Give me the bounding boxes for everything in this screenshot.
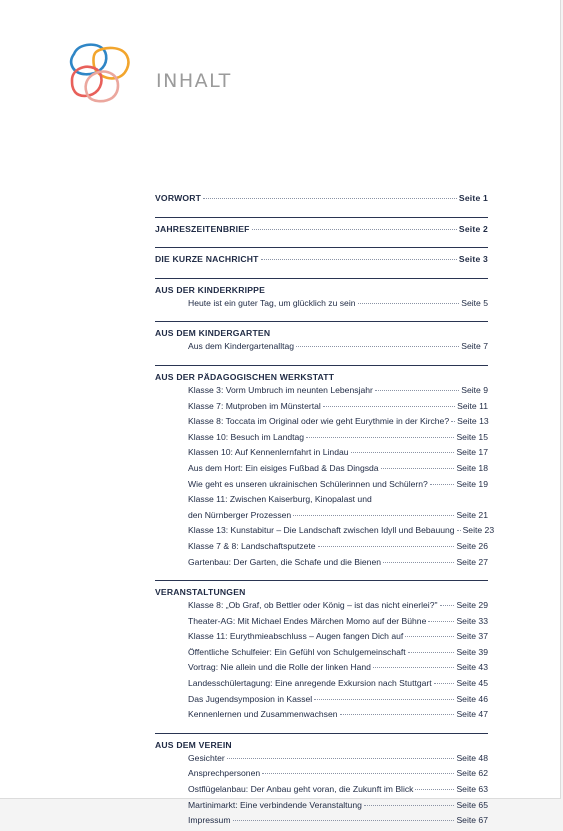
toc-entry[interactable]: Martinimarkt: Eine verbindende Veranstaltung Seite 65: [188, 799, 488, 810]
section-heading-veranstaltungen: VERANSTALTUNGEN: [155, 580, 488, 600]
toc-entry[interactable]: Klasse 13: Kunstabitur – Die Landschaft zwischen Idyll und Bebauung Seite 23: [188, 525, 495, 536]
table-of-contents: [155, 193, 495, 831]
toc-entry[interactable]: Aus dem Hort: Ein eisiges Fußbad & Das Dingsda Seite 18: [188, 462, 488, 473]
toc-entry[interactable]: Heute ist ein guter Tag, um glücklich zu sein Seite 5: [188, 297, 488, 308]
toc-entry[interactable]: Kennenlernen und Zusammenwachsen Seite 47: [188, 709, 488, 720]
toc-entry[interactable]: Klasse 8: „Ob Graf, ob Bettler oder König – ist das nicht einerlei?" Seite 29: [188, 600, 488, 611]
toc-entry[interactable]: Klasse 10: Besuch im Landtag Seite 15: [188, 431, 488, 442]
page-title: INHALT: [156, 70, 232, 92]
toc-entry-vorwort[interactable]: VORWORT Seite 1: [155, 193, 488, 203]
section-heading-verein: AUS DEM VEREIN: [155, 733, 488, 753]
toc-entry[interactable]: Das Jugendsymposion in Kassel Seite 46: [188, 693, 488, 704]
toc-entry[interactable]: Vortrag: Nie allein und die Rolle der linken Hand Seite 43: [188, 662, 488, 673]
toc-entry[interactable]: Landesschülertagung: Eine anregende Exkursion nach Stuttgart Seite 45: [188, 678, 488, 689]
section-heading-werkstatt: AUS DER PÄDAGOGISCHEN WERKSTATT: [155, 365, 488, 385]
toc-entry[interactable]: Öffentliche Schulfeier: Ein Gefühl von Schulgemeinschaft Seite 39: [188, 646, 488, 657]
toc-entry-kurze-nachricht[interactable]: DIE KURZE NACHRICHT Seite 3: [155, 247, 488, 270]
toc-entry[interactable]: Theater-AG: Mit Michael Endes Märchen Momo auf der Bühne Seite 33: [188, 615, 488, 626]
toc-entry[interactable]: Klasse 8: Toccata im Original oder wie geht Eurythmie in der Kirche? Seite 13: [188, 416, 489, 427]
toc-entry[interactable]: Klasse 3: Vorm Umbruch im neunten Lebensjahr Seite 9: [188, 384, 488, 395]
toc-entry[interactable]: Wie geht es unseren ukrainischen Schülerinnen und Schülern? Seite 19: [188, 478, 488, 489]
toc-entry[interactable]: Aus dem Kindergartenalltag Seite 7: [188, 341, 488, 352]
section-heading-kinderkrippe: AUS DER KINDERKRIPPE: [155, 278, 488, 298]
toc-entry[interactable]: Ansprechpersonen Seite 62: [188, 768, 488, 779]
toc-entry[interactable]: Gesichter Seite 48: [188, 752, 488, 763]
toc-entry[interactable]: Gartenbau: Der Garten, die Schafe und die Bienen Seite 27: [188, 556, 488, 567]
toc-entry[interactable]: Impressum Seite 67: [188, 815, 488, 826]
toc-entry-jahreszeitenbrief[interactable]: JAHRESZEITENBRIEF Seite 2: [155, 217, 488, 240]
section-heading-kindergarten: AUS DEM KINDERGARTEN: [155, 321, 488, 341]
toc-entry[interactable]: den Nürnberger Prozessen Seite 21: [188, 509, 488, 520]
toc-entry[interactable]: Klassen 10: Auf Kennenlernfahrt in Lindau Seite 17: [188, 447, 488, 458]
toc-entry[interactable]: Klasse 11: Eurythmieabschluss – Augen fangen Dich auf Seite 37: [188, 631, 488, 642]
logo-rings-icon: [64, 40, 134, 106]
toc-entry[interactable]: Klasse 7: Mutproben im Münstertal Seite 11: [188, 400, 488, 411]
toc-entry-line[interactable]: Klasse 11: Zwischen Kaiserburg, Kinopalast und: [188, 494, 372, 505]
toc-entry[interactable]: Ostflügelanbau: Der Anbau geht voran, die Zukunft im Blick Seite 63: [188, 784, 488, 795]
toc-entry[interactable]: Klasse 7 & 8: Landschaftsputzete Seite 26: [188, 540, 488, 551]
